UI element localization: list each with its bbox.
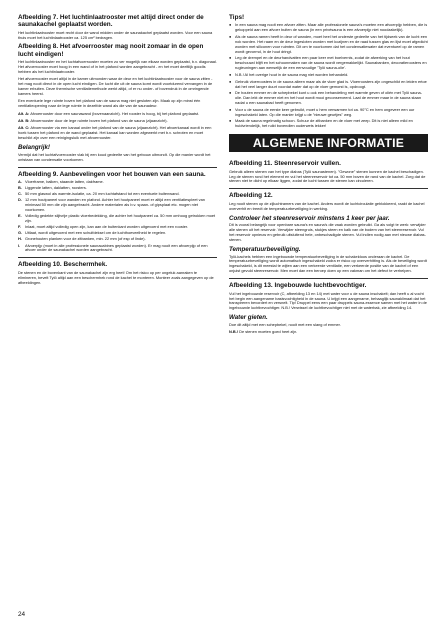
- tip-text: N.B.! Al het overige hout in de sauna mag niet worden behandeld.: [235, 71, 349, 77]
- section-8-alt-a: [18, 112, 217, 117]
- section-8-heading: Afbeelding 8. Het afvoerrooster mag nooit zomaar in de open lucht eindigen!: [18, 43, 204, 58]
- section-13-text: Vul het ingebouwde reservoir (C, afbeelding 13 en 14) met water voor u de sauna inschakelt; dan heeft u al vocht het begin een aangename basisvochtigheid in de sauna. U krijgt een aangename, behaaglijk saunaklimaat dat het transpireren bevordert en versnelt. Tip! Druppel eens een paar druppels sauna-essence samen met het water in de ingebouwde luchtbevochtiger. N.B.! Verwissel de luchtbevochtiger niet met de waterbak, zie afbeelding 14.: [229, 290, 427, 311]
- list-item-letter: C.: [18, 191, 22, 197]
- section-11-heading: Afbeelding 11. Steenreservoir vullen.: [229, 160, 341, 168]
- alt-a-label: Alt. A:: [18, 110, 30, 116]
- bullet-icon: ●: [229, 71, 232, 77]
- alt-c-text: Afvoerrooster via een kanaal onder het plafond van de sauna (zijaanzicht). Het afvoerkanaal wordt in een hoek tussen het plafond en de wand geplaatst. Het kanaal kan worden afgewerkt met b.v. schroten en moet beschikt zijn over een reinigingsluik met afvoerrooster.: [18, 125, 212, 141]
- divider: [229, 278, 428, 279]
- alt-b-label: Alt. B:: [18, 118, 30, 123]
- section-11-text: Gebruik alleen stenen van het type diabas (Tylö saunastenen). "Gewone" stenen kunnen de kachel beschadigen. Leg de stenen rond het element en vul het steenreservoir tot ca. 50 mm boven de rand van de kachel. Zorg dat de stenen niet te dicht op elkaar liggen, zodat de lucht tussen de stenen kan circuleren.: [229, 168, 426, 184]
- page-number: 24: [18, 611, 26, 618]
- section-8-paragraph-3: Een eventuele lege ruimte boven het plafond van de sauna mag niet gesloten zijn. Maak op zijn minst één ventilatieopening naar de lege ruimte in dezelfde wand als die van de saunadeur.: [18, 98, 201, 109]
- alt-b-text: Afvoerrooster door de lege ruimte boven het plafond van de sauna (zijaanzicht).: [30, 118, 168, 123]
- section-12-text: Leg nooit stenen op de zijluchtramers van de kachel. Anders wordt de luchtcirculatie geblokkeerd, raakt de kachel oververhit en treedt de temperatuurbeveiliging in werking.: [229, 200, 425, 211]
- belangrijk-text: Vermijd dat het luchtafvoerrooster vlak bij een koud gedeelte van het gebouw uitmondt. Op die manier wordt het ontstaan van condensatie voorkomen.: [18, 151, 211, 162]
- bullet-icon: ●: [229, 55, 232, 61]
- section-13-heading: Afbeelding 13. Ingebouwde luchtbevochtiger.: [229, 282, 367, 290]
- list-item-text: Gronehouten planken voor de zitbanken, min. 22 mm (of esp of linde).: [25, 236, 146, 242]
- list-item-letter: B.: [18, 185, 22, 191]
- water-gieten-heading: Water gieten.: [229, 314, 268, 322]
- section-8-paragraph-1: Het luchtinlaatrooster en het luchtafvoerrooster moeten zo ver mogelijk van elkaar worden geplaatst, b.v. diagonaal. Het afvoerrooster moet hoog in een wand of in het plafond worden aangebracht - en het moet deeltlijk goodis hebben als het luchtinlaatrooster.: [18, 58, 217, 74]
- tip-text: Leg de drempel en de deurhandvatten een paar keer met boelvernis, zodat de afwerking van het hout beschouwd blijft en het schoonmaken van de sauna wordt vergemakkelijkt. Saunabanken, decoratieroosters en rugleuningen aan wenselijk de een eenvoudige 'Tylö sauna-olie'.: [235, 55, 427, 71]
- right-column: [229, 14, 428, 338]
- water-gieten-text: Doe dit altijd met een schepbekel, nooit met een slang of emmer.: [229, 321, 341, 327]
- list-item-letter: E.: [18, 213, 22, 219]
- tip-item: [229, 56, 428, 71]
- bullet-icon: ●: [229, 106, 232, 112]
- tip-item: [229, 23, 428, 33]
- section-9-list: [18, 180, 217, 253]
- section-10-heading: Afbeelding 10. Beschermhek.: [18, 261, 108, 269]
- bullet-icon: ●: [229, 78, 232, 84]
- list-item-text: Liggende latten, daklatten, roosters.: [25, 185, 87, 191]
- list-item: [18, 198, 217, 213]
- alt-c-label: Alt. C:: [18, 125, 30, 131]
- tip-text: Voor u de sauna de eerste keer gebruikt, moet u hem verwarmen tot ca. 90°C en hem ongeveer een uur ingeschakeld laten. Op die manier krijgt u de "nieuwe geurtjes" weg.: [235, 106, 415, 117]
- section-7-text: Het luchtinlaatrooster moet recht door de wand midden onder de saunakachel geplaatst worden. Voor een sauna thuis moet het luchtinlaatrooster ca. 125 cm² bedragen.: [18, 29, 213, 40]
- tips-heading: Tips!: [229, 14, 245, 21]
- list-item-text: Afvoerpijp (moet in alle professionele saunacabines geplaatst worden). Er mag nooit een afvoerpijp of een afvoer onder de saunakachel worden aangebracht.: [25, 242, 208, 253]
- tip-text: Gebruik vloerroosters in de sauna alleen maar als de vloer glad is. Vloerroosters zijn ongeschikt en leiden ertoe dat het veel langer duurt voordat water dat op de vloer gemorst is, opdroogt.: [235, 78, 427, 89]
- list-item-letter: F.: [18, 224, 22, 230]
- list-item-letter: I.: [18, 242, 21, 248]
- section-7-heading: Afbeelding 7. Het luchtinlaatrooster met altijd direct onder de saunakachel geplaatst worden.: [18, 14, 204, 29]
- section-10-text: De stenen en de bovenkant van de saunakachel zijn erg heet! Om het risico op per ongeluk aanraken te elimineren, bevelt Tylö altijd aan een beschermhek rond de kachel te monteren. Monteer zoals aangegeven op de afbeeldingen.: [18, 269, 214, 285]
- tips-list: [229, 23, 428, 129]
- list-item-letter: A.: [18, 179, 22, 185]
- section-8-alt-b: [18, 119, 217, 124]
- tip-text: In een sauna mag nooit een afvoer zitten. Maar alle professionele sauna's moeten een afvoerpijp hebben, die is gekoppeld aan een afvoer buiten de sauna (in een privésauna is een afvoerpijp niet noodzakelijk).: [235, 22, 428, 33]
- divider: [229, 188, 428, 189]
- tip-text: Als de sauna ramen heeft in deur of wanden, moet heel het onderste gedeelte van het tijdseek van de lucht een nok worden. Het raam en de deur ingesloten worden met kozijnen en de raad tussen glas en lijst moet afgedicht worden met siliconen voor ruimten. Dit om te voorkomen dat het condensatiewater dat eventueel op de ramen wordt gevormd, in de hout dringt.: [235, 34, 428, 54]
- divider: [18, 257, 217, 258]
- section-9-heading: Afbeelding 9. Aanbevelingen voor het bouwen van een sauna.: [18, 170, 206, 178]
- controleer-heading: Controleer het steenreservoir minstens 1 keer per jaar.: [229, 214, 390, 222]
- tip-item: [229, 35, 428, 55]
- list-item: [18, 214, 217, 224]
- divider: [18, 167, 217, 168]
- tip-text: Maak de sauna regelmatig schoon. Schuur de zitbanken en de vloer met zeep. Dit is niet alleen mild en huidvriendelijk, het ruikt bovendien ouderwets lekker!: [235, 118, 413, 129]
- list-item-letter: G.: [18, 230, 23, 236]
- bullet-icon: ●: [229, 22, 232, 28]
- tip-text: De houten emmer en de schepbekel kunt u ook een behandeling met warmte geven of olién met Tylö sauna-olie. Dan lekt de emmer niet en het hout wordt mooi geconserveerd. Laat de emmer maar in de sauna staan nadat u een saunabad heeft genomen.: [235, 90, 423, 106]
- temperature-protection-text: Tylö-kachels hebben een ingebouwde temperatuurbeveiliging in de schakeldoos onderaan de kachel. De temperatuurbeveiliging wordt automatisch ingeschakeld zodra er risico op oververhitting is. Als de beveiliging wordt ingeschakeld, is dit meestal te wijten aan een verkeerde ventilatie, een verkeerde positie van de kachel of een onjuist gevuld steenreservoir. Men moet dan een beroep doen op een vakman om het defect te verhelpen.: [229, 253, 427, 274]
- list-item-letter: D.: [18, 197, 22, 203]
- tip-item: [229, 73, 428, 78]
- list-item-text: Volledig gedekte slijtvrije plastic vloerbedekking, die achter het houtpaneel ca. 50 mm omhoog getrokken moet zijn.: [25, 213, 216, 224]
- bullet-icon: ●: [229, 90, 232, 96]
- note-text: De stenen moeten goed heet zijn.: [239, 329, 298, 335]
- list-item-text: 12 mm houtpaneel voor wanden en plafond. Achter het houtpaneel moet er altijd een ventilatiespleet van minimaal 50 mm die zijn aangebracht. Andere materialen als b.v. spaan- of gipsplaat etc. mogen niet voorkomen.: [25, 197, 205, 213]
- list-item-text: Vloerframe, balken, staande latten, dakframe.: [25, 179, 104, 185]
- section-12-heading: Afbeelding 12.: [229, 192, 273, 200]
- left-column: [18, 14, 217, 288]
- list-item-letter: H.: [18, 236, 22, 242]
- list-item-text: 50 mm glaswol als warmte-isolatie, ca. 20 mm luchtafstand tot een eventuele buitenwand.: [25, 191, 180, 197]
- tip-item: [229, 91, 428, 106]
- belangrijk-heading: Belangrijk!: [18, 144, 50, 152]
- tip-item: [229, 108, 428, 118]
- bullet-icon: ●: [229, 34, 232, 40]
- alt-a-text: Afvoerrooster door een saunawand (bovenaanzicht). Het rooster is hoog, bij het plafond geplaatst.: [30, 110, 200, 116]
- tip-item: [229, 119, 428, 129]
- section-8-paragraph-2: Het afvoerrooster moet altijd in de kamer uitmonden waar de deur en het luchtinlaatrooster voor de sauna zitten - het mag nooit direct in de open lucht eindigen. De lucht die uit de sauna komt wordt voortdurend vervangen in de kamer erbuiten. Deze thermische ventilatiemethode werkt altijd, of er nu onder- of bovendruk in de omringende kamers heerst.: [18, 76, 213, 96]
- section-8-alt-c: [18, 126, 217, 141]
- list-item: [18, 244, 217, 254]
- controleer-text: Dit is vooral belangrijk voor openbare sauna's en sauna's die vaak worden gebruikt. Ga als volgt te werk: verwijder alle stenen uit het reservoir. Verwijder steengruis, stukjes steen en kalk van de bodem van het steenreservoir. Vul het reservoir opnieuw en gebruik uitsluitend hele, onbeschadigde stenen. Vul indien nodig aan met nieuwe diabas-stenen.: [229, 222, 426, 242]
- water-note: [229, 330, 428, 335]
- list-item-text: Inlaat, moet altijd volledig open zijn, kan aan de buitenkant worden uitgevoerd met een rooster.: [25, 224, 189, 230]
- tip-item: [229, 80, 428, 90]
- temperature-protection-heading: Temperatuurbeveiliging.: [229, 245, 301, 253]
- section-banner: ALGEMENE INFORMATIE: [229, 134, 428, 152]
- bullet-icon: ●: [229, 118, 232, 124]
- note-label: N.B.!: [229, 329, 239, 335]
- list-item-text: Uitlaat, wordt uitgevoerd met een schuifdeksel om de luchthoeveelheid te regelen.: [25, 230, 167, 236]
